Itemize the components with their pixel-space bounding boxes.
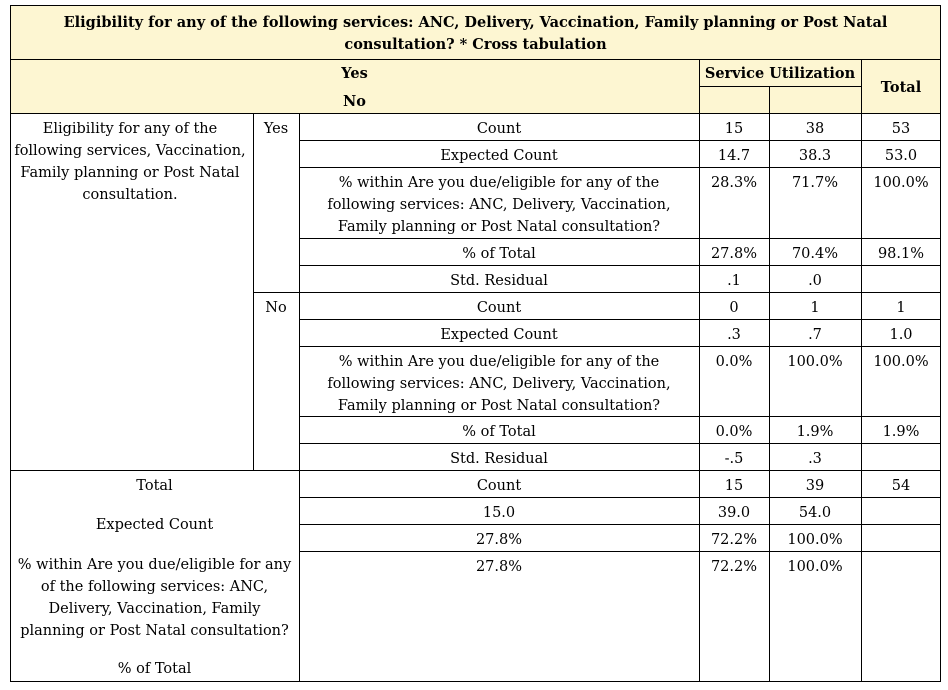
row-line xyxy=(299,319,941,320)
value-cell: 38.3 xyxy=(798,148,832,164)
value-cell: 27.8% xyxy=(710,246,758,262)
stat-label: 15.0 xyxy=(482,505,516,521)
total-label: Total xyxy=(136,478,173,494)
total-cell: 54 xyxy=(891,478,911,494)
stat-label: Count xyxy=(476,121,522,137)
col-line-stat xyxy=(299,113,300,682)
row-line xyxy=(299,416,941,417)
group-label-yes: Yes xyxy=(263,121,289,137)
value-cell: 15 xyxy=(724,478,744,494)
row-line xyxy=(299,140,941,141)
value-cell: 100.0% xyxy=(787,532,843,548)
value-cell: 70.4% xyxy=(791,246,839,262)
value-cell: 1 xyxy=(810,300,820,316)
header-no: No xyxy=(343,93,366,110)
value-cell: 0.0% xyxy=(715,424,753,440)
total-cell: 100.0% xyxy=(873,175,929,191)
value-cell: .1 xyxy=(727,273,741,289)
total-of-total-label: % of Total xyxy=(117,661,192,677)
total-cell: 53 xyxy=(891,121,911,137)
value-cell: 28.3% xyxy=(710,175,758,191)
value-cell: 39 xyxy=(805,478,825,494)
value-cell: 0 xyxy=(729,300,739,316)
value-cell: 71.7% xyxy=(791,175,839,191)
border-top xyxy=(10,5,941,6)
total-cell: 1.9% xyxy=(882,424,920,440)
row-line xyxy=(299,551,941,552)
value-cell: 72.2% xyxy=(710,559,758,575)
value-cell: 72.2% xyxy=(710,532,758,548)
row-line xyxy=(299,497,941,498)
value-cell: 14.7 xyxy=(717,148,751,164)
value-cell: 38 xyxy=(805,121,825,137)
crosstab-table xyxy=(10,5,941,682)
stat-label: % of Total xyxy=(462,246,536,262)
stat-label: Expected Count xyxy=(440,148,558,164)
total-separator xyxy=(10,470,941,471)
stat-label: Count xyxy=(476,478,522,494)
total-expected-label: Expected Count xyxy=(95,517,214,533)
value-cell: 100.0% xyxy=(787,559,843,575)
stat-label: Count xyxy=(476,300,522,316)
value-cell: .3 xyxy=(808,451,822,467)
title-separator xyxy=(10,59,941,60)
stat-label: 27.8% xyxy=(475,559,523,575)
row-line xyxy=(299,524,941,525)
row-line xyxy=(299,346,941,347)
stat-label: Expected Count xyxy=(440,327,558,343)
stat-label: % of Total xyxy=(462,424,536,440)
table-title: Eligibility for any of the following services: ANC, Delivery, Vaccination, Family planning or Post Natal consultation? * Cross tabulation xyxy=(63,14,888,53)
header-service-utilization: Service Utilization xyxy=(704,65,856,82)
stat-label: Std. Residual xyxy=(450,273,548,289)
value-cell: .3 xyxy=(727,327,741,343)
stat-label: % within Are you due/eligible for any of the following services: ANC, Delivery, Vaccination, Family planning or Post Natal consultation? xyxy=(327,354,671,414)
stat-label: 27.8% xyxy=(475,532,523,548)
row-label-eligibility: Eligibility for any of the following services, Vaccination, Family planning or Post Natal consultation. xyxy=(14,121,246,203)
value-cell: 1.9% xyxy=(796,424,834,440)
value-cell: 100.0% xyxy=(787,354,843,370)
total-cell: 1.0 xyxy=(889,327,913,343)
row-line xyxy=(299,167,941,168)
border-right xyxy=(940,5,941,682)
value-cell: 0.0% xyxy=(715,354,753,370)
value-cell: 54.0 xyxy=(798,505,832,521)
stat-label: Std. Residual xyxy=(450,451,548,467)
value-cell: 39.0 xyxy=(717,505,751,521)
total-cell: 100.0% xyxy=(873,354,929,370)
row-line xyxy=(299,443,941,444)
header-yes: Yes xyxy=(341,65,368,82)
col-line-total xyxy=(861,59,862,682)
total-cell: 1 xyxy=(896,300,906,316)
border-bottom xyxy=(10,681,941,682)
value-cell: 15 xyxy=(724,121,744,137)
value-cell: .7 xyxy=(808,327,822,343)
border-left xyxy=(10,5,11,682)
header-total: Total xyxy=(880,79,922,96)
value-cell: -.5 xyxy=(724,451,744,467)
stat-label: % within Are you due/eligible for any of the following services: ANC, Delivery, Vaccination, Family planning or Post Natal consultation? xyxy=(327,175,671,235)
group-label-no: No xyxy=(265,300,287,316)
row-line xyxy=(299,238,941,239)
header-separator xyxy=(10,113,941,114)
group-separator xyxy=(253,292,941,293)
value-cell: .0 xyxy=(808,273,822,289)
col-line-v2 xyxy=(769,86,770,682)
total-cell: 53.0 xyxy=(884,148,918,164)
total-within-label: % within Are you due/eligible for any of the following services: ANC, Delivery, Vaccination, Family planning or Post Natal consultation? xyxy=(17,557,292,639)
total-cell: 98.1% xyxy=(877,246,925,262)
col-line-v1 xyxy=(699,59,700,682)
row-line xyxy=(299,265,941,266)
service-subheader-line xyxy=(699,86,861,87)
